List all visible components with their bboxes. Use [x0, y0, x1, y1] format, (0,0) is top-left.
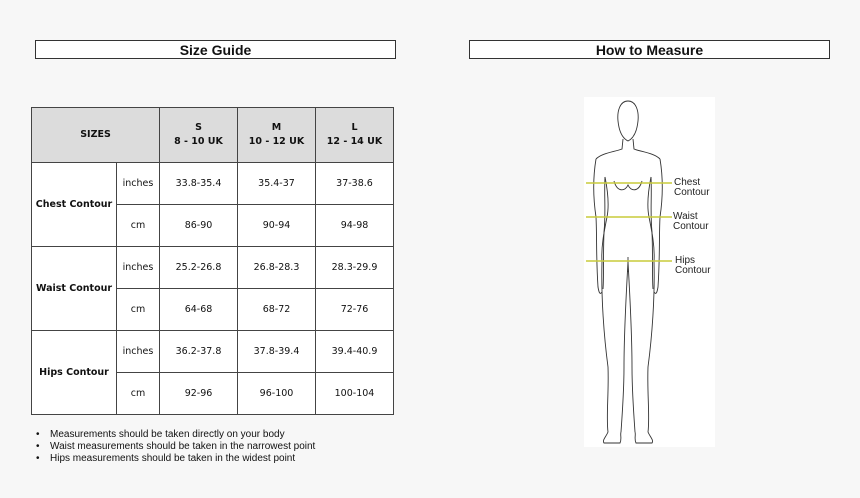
- unit-cell: cm: [117, 205, 160, 247]
- value-cell: 33.8-35.4: [160, 163, 238, 205]
- value-cell: 86-90: [160, 205, 238, 247]
- value-cell: 25.2-26.8: [160, 247, 238, 289]
- unit-cell: inches: [117, 163, 160, 205]
- waist-label-line1: Waist: [673, 211, 698, 222]
- value-cell: 68-72: [238, 289, 316, 331]
- unit-cell: inches: [117, 331, 160, 373]
- waist-contour-label: Waist Contour: [32, 247, 117, 331]
- value-cell: 64-68: [160, 289, 238, 331]
- size-table-header: [32, 108, 394, 163]
- unit-cell: cm: [117, 373, 160, 415]
- sizes-header: SIZES: [32, 108, 160, 163]
- value-cell: 96-100: [238, 373, 316, 415]
- value-cell: 37-38.6: [316, 163, 394, 205]
- size-m-uk: 10 - 12 UK: [248, 136, 305, 147]
- size-l-header: [316, 108, 394, 163]
- size-s-uk: 8 - 10 UK: [174, 136, 223, 147]
- hips-contour-label: Hips Contour: [32, 331, 117, 415]
- note-item: • Measurements should be taken directly on your body: [32, 429, 315, 441]
- table-row: [32, 331, 394, 373]
- table-row: [32, 163, 394, 205]
- value-cell: 26.8-28.3: [238, 247, 316, 289]
- size-m-letter: M: [271, 122, 282, 133]
- chest-label-line1: Chest: [674, 177, 701, 188]
- value-cell: 37.8-39.4: [238, 331, 316, 373]
- value-cell: 39.4-40.9: [316, 331, 394, 373]
- size-s-letter: S: [195, 122, 202, 133]
- hips-label-line2: Contour: [675, 265, 711, 276]
- unit-cell: cm: [117, 289, 160, 331]
- waist-contour-figure-label: [673, 212, 709, 232]
- size-guide-title: Size Guide: [35, 40, 396, 59]
- chest-contour-figure-label: [674, 178, 710, 198]
- waist-label-line2: Contour: [673, 221, 709, 232]
- value-cell: 100-104: [316, 373, 394, 415]
- value-cell: 28.3-29.9: [316, 247, 394, 289]
- note-item: • Hips measurements should be taken in the widest point: [32, 453, 315, 465]
- chest-label-line2: Contour: [674, 187, 710, 198]
- size-l-uk: 12 - 14 UK: [326, 136, 383, 147]
- size-l-letter: L: [351, 122, 358, 133]
- size-table: [31, 107, 394, 415]
- size-m-header: [238, 108, 316, 163]
- size-s-header: [160, 108, 238, 163]
- value-cell: 72-76: [316, 289, 394, 331]
- body-measurement-figure: [584, 97, 715, 447]
- note-item: • Waist measurements should be taken in the narrowest point: [32, 441, 315, 453]
- value-cell: 92-96: [160, 373, 238, 415]
- value-cell: 94-98: [316, 205, 394, 247]
- value-cell: 36.2-37.8: [160, 331, 238, 373]
- hips-label-line1: Hips: [675, 255, 696, 266]
- unit-cell: inches: [117, 247, 160, 289]
- value-cell: 90-94: [238, 205, 316, 247]
- hips-contour-figure-label: [675, 256, 711, 276]
- measurement-notes: [32, 429, 315, 465]
- value-cell: 35.4-37: [238, 163, 316, 205]
- table-row: [32, 247, 394, 289]
- how-to-measure-title: How to Measure: [469, 40, 830, 59]
- chest-contour-label: Chest Contour: [32, 163, 117, 247]
